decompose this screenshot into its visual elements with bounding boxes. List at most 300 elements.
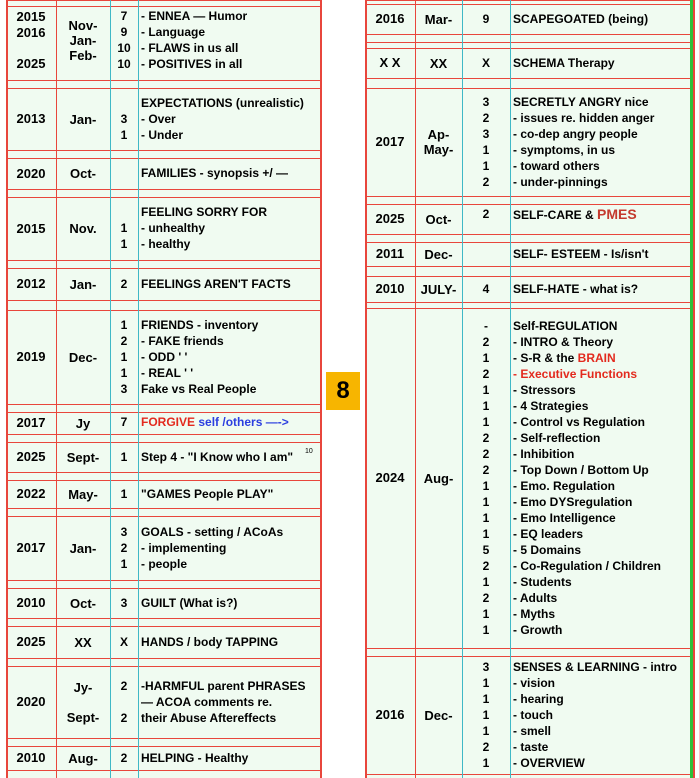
- year: 2025: [375, 211, 405, 226]
- count-cell: [110, 750, 138, 766]
- topic-text: FEELING SORRY FOR: [141, 205, 268, 219]
- count-cell: [110, 414, 138, 446]
- year-cell: [6, 310, 56, 404]
- count: 3: [482, 127, 490, 141]
- month-cell: [415, 88, 462, 196]
- count: 10: [117, 41, 131, 55]
- topic-segment: self /others —->: [195, 415, 289, 429]
- row-divider: [6, 618, 322, 619]
- topic-cell: [510, 55, 690, 75]
- row-divider: [6, 508, 322, 509]
- topic-line: [513, 126, 690, 142]
- topic-text: - Adults: [513, 591, 558, 605]
- year: 2024: [375, 470, 405, 485]
- month: Jy-: [73, 679, 93, 695]
- year: 2025: [16, 55, 46, 71]
- count: 2: [482, 335, 490, 349]
- topic-text: - Inhibition: [513, 447, 575, 461]
- count: [110, 694, 138, 710]
- month: Oct-: [70, 595, 96, 611]
- left-column: [6, 0, 322, 778]
- topic-line: [141, 40, 305, 56]
- count-cell: [110, 634, 138, 650]
- topic-text: - Students: [513, 575, 572, 589]
- count: 9: [482, 12, 490, 26]
- year: 2025: [16, 634, 46, 649]
- topic-text: - 5 Domains: [513, 543, 582, 557]
- topic-text: SCHEMA Therapy: [513, 56, 615, 70]
- row-divider: [6, 404, 322, 405]
- year-cell: [365, 656, 415, 774]
- brain-word: BRAIN: [577, 351, 616, 365]
- month-cell: [56, 442, 110, 472]
- year: 2013: [16, 111, 46, 126]
- year: 2010: [16, 595, 46, 610]
- topic-text: SENSES & LEARNING - intro: [513, 660, 678, 674]
- topic-line: [141, 414, 305, 430]
- topic-line: [141, 95, 305, 111]
- topic-cell: [138, 414, 305, 450]
- row-divider: [6, 472, 322, 473]
- year-cell: [6, 516, 56, 580]
- topic-text: - taste: [513, 740, 549, 754]
- topic-line: [141, 56, 305, 72]
- topic-line: [141, 486, 305, 502]
- count-cell: [462, 206, 510, 238]
- month: Ap-: [427, 127, 450, 142]
- count: 2: [120, 334, 128, 348]
- topic-line: [141, 540, 305, 556]
- topic-text: - 4 Strategies: [513, 399, 589, 413]
- count: 7: [120, 9, 128, 23]
- topic-text: - Growth: [513, 623, 563, 637]
- year: 2010: [375, 281, 405, 296]
- count: 2: [482, 559, 490, 573]
- month: Feb-: [69, 47, 97, 63]
- year-cell: [6, 0, 56, 80]
- year-cell: [6, 626, 56, 658]
- count: 2: [482, 591, 490, 605]
- topic-line: [513, 606, 690, 622]
- topic-text: FEELINGS AREN'T FACTS: [141, 277, 291, 291]
- topic-text: - toward others: [513, 159, 600, 173]
- month: Sept-: [66, 709, 100, 725]
- year-cell: [365, 242, 415, 266]
- small-note: 10: [305, 448, 313, 455]
- topic-text: their Abuse Aftereffects: [141, 711, 277, 725]
- topic-cell: [138, 317, 305, 401]
- topic-text: - S-R & the: [513, 351, 578, 365]
- count: 4: [482, 282, 490, 296]
- count: 1: [482, 479, 490, 493]
- topic-line: [141, 236, 305, 252]
- topic-text: -HARMFUL parent PHRASES: [141, 679, 306, 693]
- topic-text: - Co-Regulation / Children: [513, 559, 661, 573]
- count: 1: [120, 450, 128, 464]
- count: 1: [120, 350, 128, 364]
- count-cell: [462, 318, 510, 638]
- count-cell: [462, 281, 510, 297]
- year-cell: [365, 308, 415, 648]
- count: 2: [482, 175, 490, 189]
- right-column: [365, 0, 695, 778]
- topic-text: - Emo Intelligence: [513, 511, 616, 525]
- topic-text: - vision: [513, 676, 556, 690]
- topic-text: - healthy: [141, 237, 191, 251]
- topic-text: - FAKE friends: [141, 334, 224, 348]
- topic-text: - Executive Functions: [513, 367, 638, 381]
- month-cell: [56, 88, 110, 150]
- count-cell: [110, 8, 138, 72]
- topic-text: - ODD ' ': [141, 350, 188, 364]
- topic-segment: FORGIVE: [141, 415, 196, 429]
- count: X: [119, 635, 128, 649]
- topic-cell: [138, 204, 305, 256]
- year-cell: [6, 158, 56, 189]
- page-number: 8: [336, 377, 350, 404]
- month: Jy: [75, 415, 91, 431]
- topic-text: - implementing: [141, 541, 227, 555]
- topic-text: - FLAWS in us all: [141, 41, 239, 55]
- count: 7: [120, 415, 128, 429]
- count: 3: [120, 525, 128, 539]
- count: 1: [120, 557, 128, 571]
- topic-line: [513, 590, 690, 606]
- topic-cell: [510, 11, 690, 31]
- topic-text: - Top Down / Bottom Up: [513, 463, 649, 477]
- topic-text: - Myths: [513, 607, 555, 621]
- count: X: [481, 56, 490, 70]
- count-cell: [110, 486, 138, 502]
- year-cell: [6, 746, 56, 770]
- topic-line: [141, 710, 305, 726]
- count: 2: [482, 111, 490, 125]
- month: Dec-: [424, 246, 453, 262]
- month-cell: [56, 666, 110, 738]
- topic-cell: [510, 281, 690, 301]
- topic-cell: [138, 595, 305, 615]
- topic-line: [513, 382, 690, 398]
- count: 3: [120, 596, 128, 610]
- year-cell: [6, 442, 56, 472]
- year: 2020: [16, 694, 46, 709]
- topic-line: [513, 334, 690, 350]
- count: 1: [482, 623, 490, 637]
- count: 1: [482, 575, 490, 589]
- year-cell: [365, 4, 415, 34]
- topic-line: [141, 24, 305, 40]
- count: 1: [482, 756, 490, 770]
- count: 1: [482, 383, 490, 397]
- column-border: [320, 0, 322, 778]
- month-cell: [56, 197, 110, 260]
- topic-text: SECRETLY ANGRY nice: [513, 95, 649, 109]
- count: 2: [482, 740, 490, 754]
- topic-text: - unhealthy: [141, 221, 206, 235]
- month: Aug-: [68, 750, 98, 766]
- count: [110, 95, 138, 111]
- topic-line: [513, 366, 690, 382]
- count: 1: [482, 708, 490, 722]
- count: 1: [482, 527, 490, 541]
- topic-line: [141, 8, 305, 24]
- month: JULY-: [420, 281, 457, 297]
- year: 2017: [16, 415, 46, 430]
- topic-cell: [510, 246, 690, 266]
- topic-line: [513, 574, 690, 590]
- topic-text: "GAMES People PLAY": [141, 487, 274, 501]
- row-divider: [6, 580, 322, 581]
- year-cell: [365, 88, 415, 196]
- count: 1: [120, 237, 128, 251]
- topic-text: - ENNEA — Humor: [141, 9, 248, 23]
- topic-line: [513, 542, 690, 558]
- year: 2012: [16, 276, 46, 291]
- topic-line: [141, 165, 305, 181]
- year-cell: [365, 204, 415, 234]
- month: Oct-: [425, 211, 452, 227]
- count: 1: [120, 221, 128, 235]
- topic-line: [513, 739, 690, 755]
- count: [462, 246, 510, 262]
- month: Dec-: [424, 707, 453, 723]
- page-number-badge: [326, 372, 360, 410]
- topic-line: [513, 414, 690, 430]
- count: 3: [482, 660, 490, 674]
- topic-text: - smell: [513, 724, 552, 738]
- month: Nov-: [68, 17, 98, 33]
- topic-line: [141, 381, 305, 397]
- year-cell: [6, 588, 56, 618]
- topic-line: [141, 220, 305, 236]
- topic-text: Step 4 - "I Know who I am": [141, 450, 294, 464]
- topic-line: [513, 206, 690, 223]
- count-cell: [462, 55, 510, 71]
- topic-text: Self-REGULATION: [513, 319, 618, 333]
- topic-text: - POSITIVES in all: [141, 57, 243, 71]
- topic-line: [513, 494, 690, 510]
- month-cell: [56, 588, 110, 618]
- month-cell: [415, 276, 462, 302]
- year-cell: [6, 480, 56, 508]
- topic-line: [141, 694, 305, 710]
- count: 1: [120, 366, 128, 380]
- topic-line: [513, 510, 690, 526]
- month: Sept-: [66, 449, 100, 465]
- topic-text: - OVERVIEW: [513, 756, 585, 770]
- topic-text: - Under: [141, 128, 183, 142]
- month-cell: [415, 4, 462, 34]
- row-divider: [6, 189, 322, 190]
- topic-line: [513, 462, 690, 478]
- row-divider: [6, 150, 322, 151]
- topic-text: - Stressors: [513, 383, 576, 397]
- topic-line: [141, 750, 305, 766]
- count-cell: [462, 659, 510, 771]
- year: 2020: [16, 165, 46, 181]
- topic-cell: [510, 318, 690, 642]
- topic-text: SELF-HATE - what is?: [513, 282, 639, 296]
- topic-line: [513, 11, 690, 27]
- topic-text: EXPECTATIONS (unrealistic): [141, 96, 304, 110]
- count: 2: [482, 447, 490, 461]
- topic-text: HANDS / body TAPPING: [141, 635, 279, 649]
- count: 1: [482, 724, 490, 738]
- count: 2: [482, 207, 490, 221]
- row-divider: [6, 658, 322, 659]
- count: 1: [482, 495, 490, 509]
- month: XX: [429, 55, 448, 71]
- count: 1: [482, 607, 490, 621]
- month-cell: [415, 204, 462, 234]
- topic-line: [141, 111, 305, 127]
- month-cell: [415, 656, 462, 774]
- count: 2: [120, 679, 128, 693]
- year: X X: [379, 55, 401, 70]
- month: Jan-: [69, 32, 97, 48]
- topic-line: [141, 317, 305, 333]
- month-cell: [56, 746, 110, 770]
- month: Oct-: [70, 166, 96, 181]
- topic-line: [513, 318, 690, 334]
- count: 1: [482, 399, 490, 413]
- count-cell: [110, 95, 138, 143]
- month: Dec-: [68, 349, 98, 365]
- count-cell: [110, 317, 138, 397]
- topic-line: [513, 350, 690, 366]
- topic-text: GOALS - setting / ACoAs: [141, 525, 284, 539]
- topic-line: [513, 723, 690, 739]
- month: Jan-: [69, 540, 97, 556]
- topic-line: [141, 634, 305, 650]
- count: 2: [120, 277, 128, 291]
- topic-cell: [138, 486, 305, 506]
- month-cell: [56, 158, 110, 189]
- count: 1: [482, 351, 490, 365]
- year: 2010: [16, 750, 46, 765]
- topic-line: [513, 558, 690, 574]
- topic-line: [513, 707, 690, 723]
- topic-line: [141, 333, 305, 349]
- topic-text: - people: [141, 557, 188, 571]
- topic-cell: [138, 678, 305, 730]
- topic-text: - issues re. hidden anger: [513, 111, 655, 125]
- topic-text: - EQ leaders: [513, 527, 584, 541]
- year: 2025: [16, 449, 46, 464]
- topic-cell: [510, 94, 690, 194]
- count: 1: [120, 318, 128, 332]
- topic-cell: [138, 449, 305, 469]
- month-cell: [56, 516, 110, 580]
- month: May-: [68, 486, 98, 502]
- topic-text: - symptoms, in us: [513, 143, 616, 157]
- column-border: [693, 0, 695, 778]
- count: 1: [482, 415, 490, 429]
- topic-cell: [138, 524, 305, 576]
- right-accent-line: [690, 0, 693, 778]
- topic-cell: [138, 8, 305, 76]
- topic-text: - under-pinnings: [513, 175, 608, 189]
- count: 5: [482, 543, 490, 557]
- month-cell: [56, 626, 110, 658]
- topic-segment: SELF-CARE &: [513, 208, 597, 222]
- topic-cell: [138, 95, 305, 147]
- count-cell: [110, 449, 138, 465]
- topic-line: [141, 595, 305, 611]
- count: 1: [482, 676, 490, 690]
- month-cell: [56, 480, 110, 508]
- topic-text: - Emo. Regulation: [513, 479, 615, 493]
- month: Mar-: [424, 11, 453, 27]
- count: 2: [482, 463, 490, 477]
- year-cell: [6, 268, 56, 300]
- topic-cell: [510, 659, 690, 775]
- year: 2015: [16, 8, 46, 24]
- topic-line: [513, 281, 690, 297]
- count: 3: [120, 382, 128, 396]
- count-cell: [110, 678, 138, 726]
- topic-text: Fake vs Real People: [141, 382, 257, 396]
- year-cell: [6, 412, 56, 434]
- month: May-: [423, 142, 454, 157]
- month-cell: [415, 308, 462, 648]
- count-cell: [110, 595, 138, 611]
- topic-text: - Self-reflection: [513, 431, 601, 445]
- topic-line: [513, 659, 690, 675]
- row-divider: [6, 260, 322, 261]
- topic-line: [513, 755, 690, 771]
- topic-line: [513, 446, 690, 462]
- count-cell: [110, 524, 138, 572]
- year: 2019: [16, 349, 46, 364]
- count: -: [484, 319, 488, 333]
- topic-text: - Emo DYSregulation: [513, 495, 633, 509]
- topic-line: [513, 246, 690, 262]
- topic-line: [141, 449, 305, 465]
- topic-line: [513, 110, 690, 126]
- year: 2016: [375, 11, 405, 26]
- count: 1: [120, 128, 128, 142]
- topic-cell: [138, 165, 305, 185]
- topic-line: [513, 174, 690, 190]
- month: Aug-: [423, 470, 454, 486]
- topic-line: [513, 55, 690, 71]
- month-cell: [56, 268, 110, 300]
- topic-text: - REAL ' ': [141, 366, 194, 380]
- pmes-label: PMES: [597, 206, 637, 222]
- topic-line: [513, 691, 690, 707]
- month-cell: [56, 0, 110, 80]
- count: 2: [120, 751, 128, 765]
- month-cell: [415, 242, 462, 266]
- topic-line: [513, 478, 690, 494]
- topic-text: - Control vs Regulation: [513, 415, 645, 429]
- month: XX: [74, 634, 92, 650]
- year: 2011: [375, 246, 405, 261]
- topic-text: - Language: [141, 25, 206, 39]
- year-cell: [6, 88, 56, 150]
- count-cell: [110, 276, 138, 292]
- year: 2016: [375, 707, 405, 722]
- topic-line: [141, 365, 305, 381]
- topic-cell: [138, 634, 305, 654]
- year: 2017: [375, 134, 405, 149]
- count: [110, 165, 138, 181]
- topic-text: FAMILIES - synopsis +/ —: [141, 166, 289, 180]
- count-cell: [110, 204, 138, 252]
- month: Jan-: [69, 276, 97, 292]
- topic-text: SELF- ESTEEM - Is/isn't: [513, 247, 649, 261]
